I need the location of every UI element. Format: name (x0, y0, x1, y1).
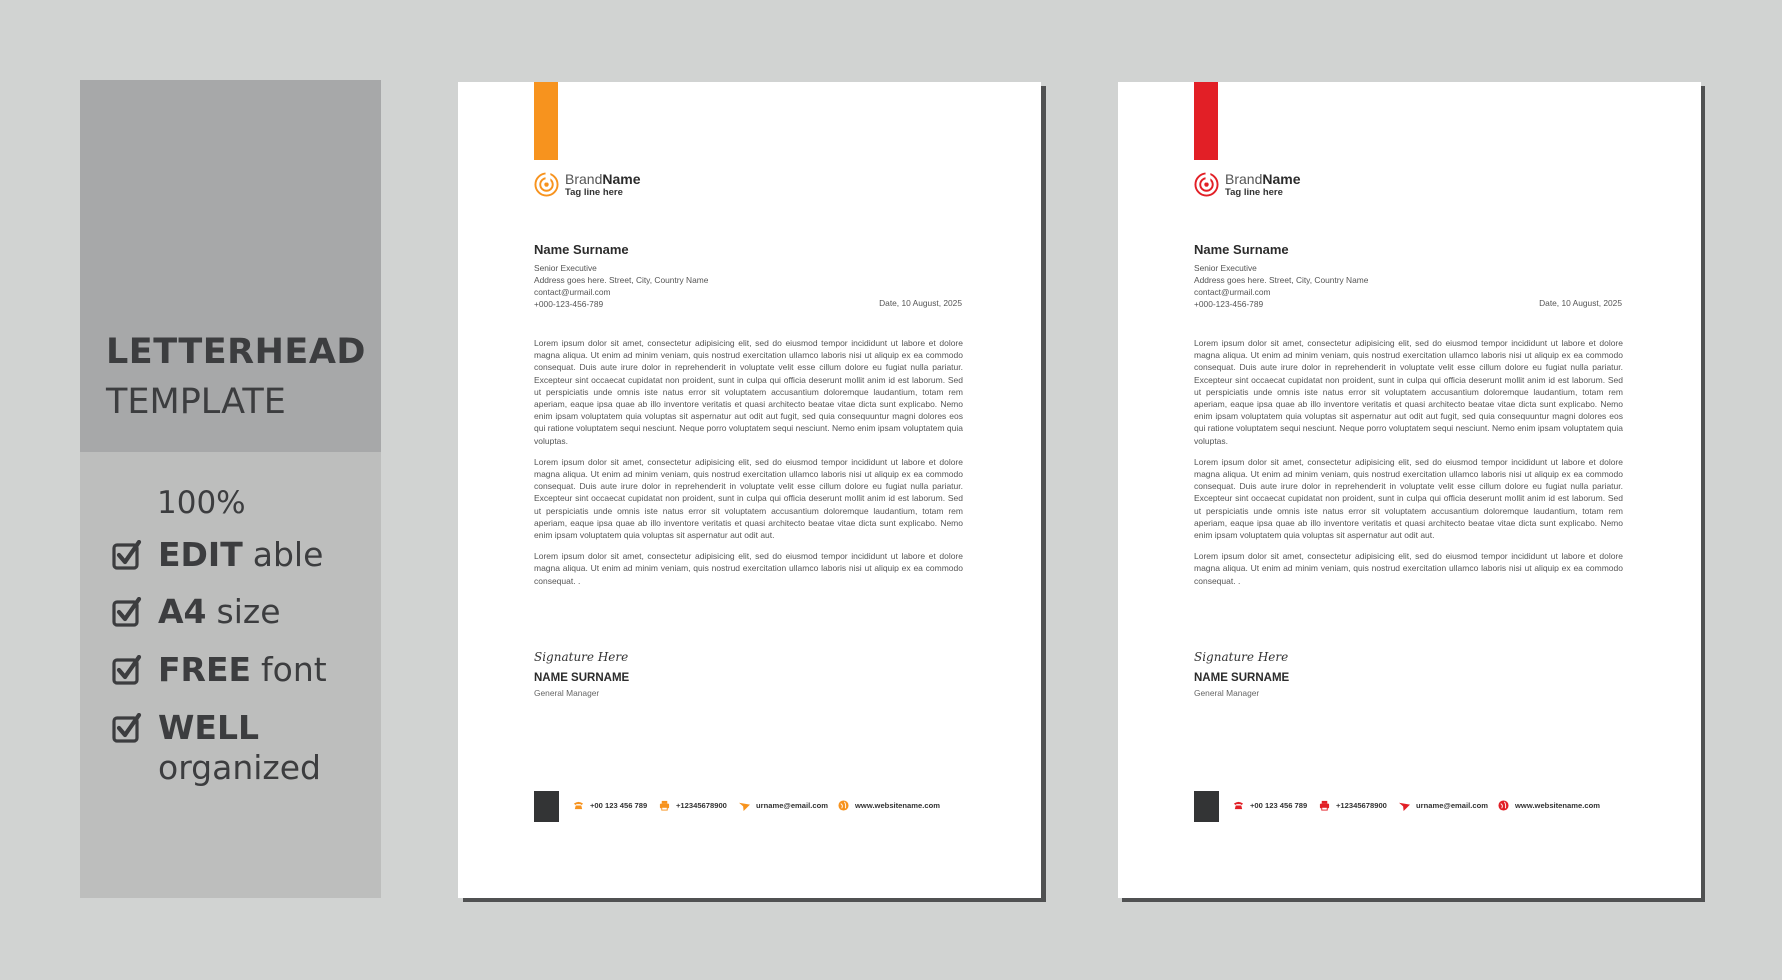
sender-address: Address goes here. Street, City, Country Name (534, 275, 709, 285)
footer-block (534, 791, 559, 822)
sender-email: contact@urmail.com (1194, 287, 1271, 297)
send-icon (739, 800, 750, 811)
brand-name: BrandName (1225, 171, 1301, 187)
signer-name: NAME SURNAME (1194, 672, 1290, 684)
phone-icon (1233, 800, 1244, 811)
globe-icon (838, 800, 849, 811)
footer-phone: +00 123 456 789 (573, 800, 647, 811)
feature-strong: FREE (158, 650, 252, 689)
sender-email: contact@urmail.com (534, 287, 611, 297)
body-paragraph: Lorem ipsum dolor sit amet, consectetur adipisicing elit, sed do eiusmod tempor incididunt ut labore et dolore magna aliqua. Ut enim ad minim veniam, quis nostrud exercitation ullamco laboris nisi ut aliquip ex ea commodo consequat. Duis aute irure dolor in reprehenderit in voluptate velit esse cillum dolore eu fugiat nulla pariatur. Excepteur sint occaecat cupidatat non proident, sunt in culpa qui officia deserunt mollit anim id est laborum. Sed ut perspiciatis unde omnis iste natus error sit voluptatem accusantium doloremque laudantium, totam rem aperiam, eaque ipsa quae ab illo inventore veritatis et quasi architecto beatae vitae dicta sunt explicabo. Nemo enim ipsam voluptatem quia voluptas sit aspernatur aut odit aut. (1194, 456, 1623, 541)
footer-website: www.websitename.com (1498, 800, 1600, 811)
phone-icon (573, 800, 584, 811)
send-icon (1399, 800, 1410, 811)
panel-subtitle: TEMPLATE (106, 382, 286, 422)
letter-body (1194, 337, 1623, 596)
accent-bar (1194, 82, 1218, 160)
feature-rest: size (216, 592, 281, 631)
body-paragraph: Lorem ipsum dolor sit amet, consectetur adipisicing elit, sed do eiusmod tempor incididunt ut labore et dolore magna aliqua. Ut enim ad minim veniam, quis nostrud exercitation ullamco laboris nisi ut aliquip ex ea commodo consequat. Duis aute irure dolor in reprehenderit in voluptate velit esse cillum dolore eu fugiat nulla pariatur. Excepteur sint occaecat cupidatat non proident, sunt in culpa qui officia deserunt mollit anim id est laborum. Sed ut perspiciatis unde omnis iste natus error sit voluptatem accusantium doloremque laudantium, totam rem aperiam, eaque ipsa quae ab illo inventore veritatis et quasi architecto beatae vitae dicta sunt explicabo. Nemo enim ipsam voluptatem quia voluptas sit aspernatur aut odit aut fugit, sed quia consequuntur magni dolores eos qui ratione voluptatem sequi nesciunt. Neque porro voluptatem sequi nesciunt. Nemo enim ipsam voluptatem quia voluptas. (534, 338, 963, 446)
brand (534, 172, 641, 198)
panel-title: LETTERHEAD (106, 332, 366, 372)
footer-email: urname@email.com (739, 800, 828, 811)
footer-fax: +12345678900 (1319, 800, 1387, 811)
letter-body (534, 337, 963, 596)
sender-name: Name Surname (534, 242, 629, 257)
feature-well-organized (112, 708, 269, 747)
footer-website: www.websitename.com (838, 800, 940, 811)
sender-address: Address goes here. Street, City, Country Name (1194, 275, 1369, 285)
sender-details (1194, 262, 1368, 310)
percent-label: 100% (157, 485, 246, 521)
fax-icon (659, 800, 670, 811)
letterhead-orange (458, 82, 1041, 898)
sender-phone: +000-123-456-789 (534, 299, 604, 309)
sender-phone: +000-123-456-789 (1194, 299, 1264, 309)
globe-icon (1498, 800, 1509, 811)
brand-logo-icon (1194, 172, 1219, 197)
feature-editable (112, 535, 323, 574)
feature-strong: WELL (158, 708, 259, 747)
brand-tagline: Tag line here (565, 187, 623, 198)
sender-name: Name Surname (1194, 242, 1289, 257)
footer-email: urname@email.com (1399, 800, 1488, 811)
feature-a4 (112, 592, 281, 631)
info-panel (80, 80, 381, 898)
body-paragraph: Lorem ipsum dolor sit amet, consectetur adipisicing elit, sed do eiusmod tempor incididunt ut labore et dolore magna aliqua. Ut enim ad minim veniam, quis nostrud exercitation ullamco laboris nisi ut aliquip ex ea commodo consequat. Duis aute irure dolor in reprehenderit in voluptate velit esse cillum dolore eu fugiat nulla pariatur. Excepteur sint occaecat cupidatat non proident, sunt in culpa qui officia deserunt mollit anim id est laborum. Sed ut perspiciatis unde omnis iste natus error sit voluptatem accusantium doloremque laudantium, totam rem aperiam, eaque ipsa quae ab illo inventore veritatis et quasi architecto beatae vitae dicta sunt explicabo. Nemo enim ipsam voluptatem quia voluptas sit aspernatur aut odit aut. (534, 456, 963, 541)
brand (1194, 172, 1301, 198)
accent-bar (534, 82, 558, 160)
footer-block (1194, 791, 1219, 822)
brand-name: BrandName (565, 171, 641, 187)
check-icon (112, 655, 142, 685)
check-icon (112, 713, 142, 743)
signature: Signature Here (534, 650, 629, 664)
body-paragraph: Lorem ipsum dolor sit amet, consectetur adipisicing elit, sed do eiusmod tempor incididunt ut labore et dolore magna aliqua. Ut enim ad minim veniam, quis nostrud exercitation ullamco laboris nisi ut aliquip ex ea commodo consequat. . (1194, 551, 1623, 586)
signer-name: NAME SURNAME (534, 672, 630, 684)
brand-logo-icon (534, 172, 559, 197)
signer-title: General Manager (534, 688, 600, 698)
signer-title: General Manager (1194, 688, 1260, 698)
letter-date: Date, 10 August, 2025 (879, 298, 962, 308)
signature: Signature Here (1194, 650, 1289, 664)
feature-rest: able (252, 535, 324, 574)
brand-tagline: Tag line here (1225, 187, 1283, 198)
body-paragraph: Lorem ipsum dolor sit amet, consectetur adipisicing elit, sed do eiusmod tempor incididunt ut labore et dolore magna aliqua. Ut enim ad minim veniam, quis nostrud exercitation ullamco laboris nisi ut aliquip ex ea commodo consequat. . (534, 551, 963, 586)
letterhead-red (1118, 82, 1701, 898)
check-icon (112, 540, 142, 570)
feature-organized: organized (158, 748, 322, 787)
feature-rest: font (261, 650, 327, 689)
body-paragraph: Lorem ipsum dolor sit amet, consectetur adipisicing elit, sed do eiusmod tempor incididunt ut labore et dolore magna aliqua. Ut enim ad minim veniam, quis nostrud exercitation ullamco laboris nisi ut aliquip ex ea commodo consequat. Duis aute irure dolor in reprehenderit in voluptate velit esse cillum dolore eu fugiat nulla pariatur. Excepteur sint occaecat cupidatat non proident, sunt in culpa qui officia deserunt mollit anim id est laborum. Sed ut perspiciatis unde omnis iste natus error sit voluptatem accusantium doloremque laudantium, totam rem aperiam, eaque ipsa quae ab illo inventore veritatis et quasi architecto beatae vitae dicta sunt explicabo. Nemo enim ipsam voluptatem quia voluptas sit aspernatur aut odit aut fugit, sed quia consequuntur magni dolores eos qui ratione voluptatem sequi nesciunt. Neque porro voluptatem sequi nesciunt. Nemo enim ipsam voluptatem quia voluptas. (1194, 338, 1623, 446)
fax-icon (1319, 800, 1330, 811)
feature-strong: EDIT (158, 535, 243, 574)
footer-phone: +00 123 456 789 (1233, 800, 1307, 811)
feature-free-font (112, 650, 327, 689)
letter-date: Date, 10 August, 2025 (1539, 298, 1622, 308)
sender-title: Senior Executive (1194, 263, 1257, 273)
footer-fax: +12345678900 (659, 800, 727, 811)
sender-details (534, 262, 708, 310)
sender-title: Senior Executive (534, 263, 597, 273)
check-icon (112, 597, 142, 627)
feature-strong: A4 (158, 592, 207, 631)
